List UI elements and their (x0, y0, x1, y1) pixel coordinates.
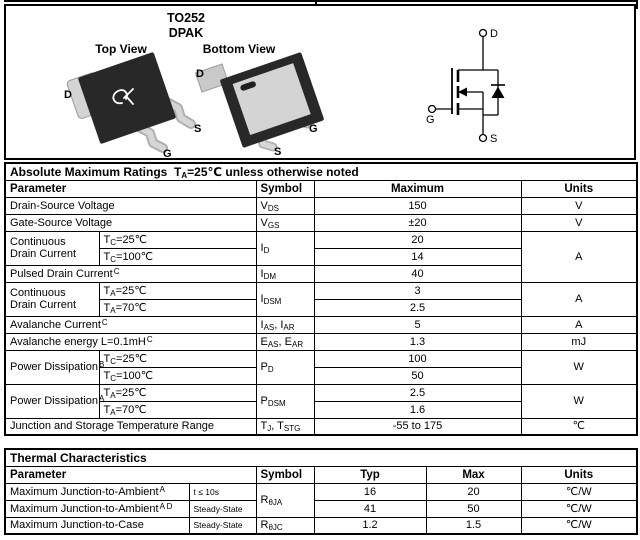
bottom-view-label: Bottom View (202, 42, 276, 56)
table-row (5, 350, 637, 367)
package-figure-box (4, 4, 636, 160)
amr-cond-rest: =25℃ unless otherwise noted (187, 164, 359, 179)
amr-idsm-cond1: $T_A=25℃$ (99, 282, 256, 299)
amr-pd-cond2: $T_C=100℃$ (99, 367, 256, 384)
table-row (5, 316, 637, 333)
thermal-rthja-ss-units: ℃/W (521, 500, 637, 517)
amr-id-cond2: $T_C=100℃$ (99, 248, 256, 265)
amr-cond-sub: A (181, 170, 188, 180)
table-row (5, 163, 637, 180)
amr-idsm-maximum-2: 2.5 (314, 299, 521, 316)
amr-idm-maximum: 40 (314, 265, 521, 282)
thermal-rthja-t-parameter: Maximum Junction-to-Ambient$^A$ (5, 483, 189, 500)
symbol-pin-s-label: S (490, 133, 498, 145)
thermal-rthjc-condition: Steady-State (189, 517, 256, 534)
amr-title-text: Absolute Maximum Ratings (10, 164, 168, 179)
amr-vds-symbol: $V_{DS}$ (256, 197, 314, 214)
amr-pd-maximum-1: 100 (314, 350, 521, 367)
thermal-section-title: Thermal Characteristics (5, 449, 637, 466)
thermal-header-typ: Typ (314, 466, 426, 483)
amr-id-units: A (521, 231, 637, 282)
thermal-rthja-t-typ: 16 (314, 483, 426, 500)
table-row (5, 500, 637, 517)
amr-vds-maximum: 150 (314, 197, 521, 214)
thermal-header-units: Units (521, 466, 637, 483)
amr-pdsm-cond2: $T_A=70℃$ (99, 401, 256, 418)
table-row (5, 384, 637, 401)
amr-vgs-maximum: ±20 (314, 214, 521, 231)
amr-eas-symbol: $E_{AS}$, $E_{AR}$ (256, 333, 314, 350)
amr-id-symbol: $I_D$ (256, 231, 314, 265)
amr-tj-maximum: -55 to 175 (314, 418, 521, 435)
top-view-label: Top View (95, 42, 147, 56)
table-row (5, 449, 637, 466)
table-header-row (5, 466, 637, 483)
amr-idsm-units: A (521, 282, 637, 316)
thermal-rthjc-units: ℃/W (521, 517, 637, 534)
drain-terminal (480, 30, 487, 37)
thermal-header-symbol: Symbol (256, 466, 314, 483)
amr-idm-parameter: Pulsed Drain Current$^C$ (5, 265, 256, 282)
amr-id-parameter: Continuous Drain Current (5, 231, 99, 265)
amr-pdsm-cond1: $T_A=25℃$ (99, 384, 256, 401)
gate-lead (139, 127, 163, 148)
symbol-pin-g-label: G (426, 114, 435, 126)
amr-ias-parameter: Avalanche Current$^C$ (5, 316, 256, 333)
amr-tj-parameter: Junction and Storage Temperature Range (5, 418, 256, 435)
amr-pdsm-parameter: Power Dissipation$^A$ (5, 384, 99, 418)
bottom-view-pin-s-label: S (274, 146, 282, 158)
amr-eas-units: mJ (521, 333, 637, 350)
thermal-characteristics-table (4, 448, 638, 535)
amr-tj-symbol: $T_J$, $T_{STG}$ (256, 418, 314, 435)
top-view-package-drawing (64, 52, 201, 160)
amr-pd-maximum-2: 50 (314, 367, 521, 384)
thermal-rthja-ss-condition: Steady-State (189, 500, 256, 517)
table-row (5, 214, 637, 231)
bottom-view-pin-d-label: D (196, 68, 204, 80)
amr-cond-base: T (174, 164, 182, 179)
amr-pdsm-maximum-1: 2.5 (314, 384, 521, 401)
amr-idsm-parameter: Continuous Drain Current (5, 282, 99, 316)
table-row (5, 418, 637, 435)
package-figure-svg (6, 6, 634, 158)
thermal-rthja-t-units: ℃/W (521, 483, 637, 500)
thermal-rthja-t-max: 20 (426, 483, 521, 500)
amr-idsm-maximum-1: 3 (314, 282, 521, 299)
thermal-rthjc-typ: 1.2 (314, 517, 426, 534)
thermal-rthja-t-condition: t ≤ 10s (189, 483, 256, 500)
table-header-row (5, 180, 637, 197)
top-view-pin-g-label: G (163, 148, 172, 160)
package-name: TO252 (167, 11, 205, 25)
amr-header-units: Units (521, 180, 637, 197)
amr-header-symbol: Symbol (256, 180, 314, 197)
amr-pdsm-symbol: $P_{DSM}$ (256, 384, 314, 418)
thermal-header-max: Max (426, 466, 521, 483)
amr-ias-maximum: 5 (314, 316, 521, 333)
thermal-rthjc-symbol: $R_{\theta JC}$ (256, 517, 314, 534)
amr-section-title (5, 163, 637, 180)
table-row (5, 333, 637, 350)
page-top-tick-right (636, 0, 638, 9)
absolute-maximum-ratings-table (4, 162, 638, 436)
package-alias: DPAK (168, 26, 204, 40)
body-diode (492, 87, 505, 99)
thermal-header-parameter: Parameter (5, 466, 256, 483)
table-row (5, 197, 637, 214)
amr-vgs-symbol: $V_{GS}$ (256, 214, 314, 231)
amr-idsm-cond2: $T_A=70℃$ (99, 299, 256, 316)
amr-ias-units: A (521, 316, 637, 333)
gate-terminal (429, 106, 436, 113)
table-row (5, 517, 637, 534)
bottom-view-package-drawing (196, 52, 325, 158)
bottom-view-pin-g-label: G (309, 123, 318, 135)
amr-pdsm-maximum-2: 1.6 (314, 401, 521, 418)
thermal-rthjc-max: 1.5 (426, 517, 521, 534)
amr-tj-units: ℃ (521, 418, 637, 435)
thermal-rthjc-parameter: Maximum Junction-to-Case (5, 517, 189, 534)
amr-id-cond1: $T_C=25℃$ (99, 231, 256, 248)
amr-pdsm-units: W (521, 384, 637, 418)
thermal-rthja-ss-parameter: Maximum Junction-to-Ambient$^{A D}$ (5, 500, 189, 517)
amr-header-parameter: Parameter (5, 180, 256, 197)
amr-idm-symbol: $I_{DM}$ (256, 265, 314, 282)
amr-header-maximum: Maximum (314, 180, 521, 197)
amr-vgs-units: V (521, 214, 637, 231)
table-row (5, 282, 637, 299)
amr-eas-parameter: Avalanche energy $L=0.1mH^C$ (5, 333, 256, 350)
amr-eas-maximum: 1.3 (314, 333, 521, 350)
thermal-rthja-ss-typ: 41 (314, 500, 426, 517)
thermal-rthja-symbol: $R_{\theta JA}$ (256, 483, 314, 517)
thermal-rthja-ss-max: 50 (426, 500, 521, 517)
amr-id-maximum-2: 14 (314, 248, 521, 265)
amr-pd-units: W (521, 350, 637, 384)
mosfet-symbol (426, 28, 505, 145)
top-view-pin-s-label: S (194, 123, 202, 135)
amr-pd-cond1: $T_C=25℃$ (99, 350, 256, 367)
amr-ias-symbol: $I_{AS}$, $I_{AR}$ (256, 316, 314, 333)
source-terminal (480, 135, 487, 142)
amr-id-maximum-1: 20 (314, 231, 521, 248)
table-row (5, 231, 637, 248)
top-view-pin-d-label: D (64, 89, 72, 101)
page-top-rule (4, 0, 638, 2)
amr-pd-symbol: $P_D$ (256, 350, 314, 384)
amr-vds-units: V (521, 197, 637, 214)
amr-pd-parameter: Power Dissipation$^B$ (5, 350, 99, 384)
body-arrow (458, 88, 467, 97)
table-row (5, 483, 637, 500)
symbol-pin-d-label: D (490, 28, 498, 40)
amr-vgs-parameter: Gate-Source Voltage (5, 214, 256, 231)
amr-idsm-symbol: $I_{DSM}$ (256, 282, 314, 316)
amr-vds-parameter: Drain-Source Voltage (5, 197, 256, 214)
